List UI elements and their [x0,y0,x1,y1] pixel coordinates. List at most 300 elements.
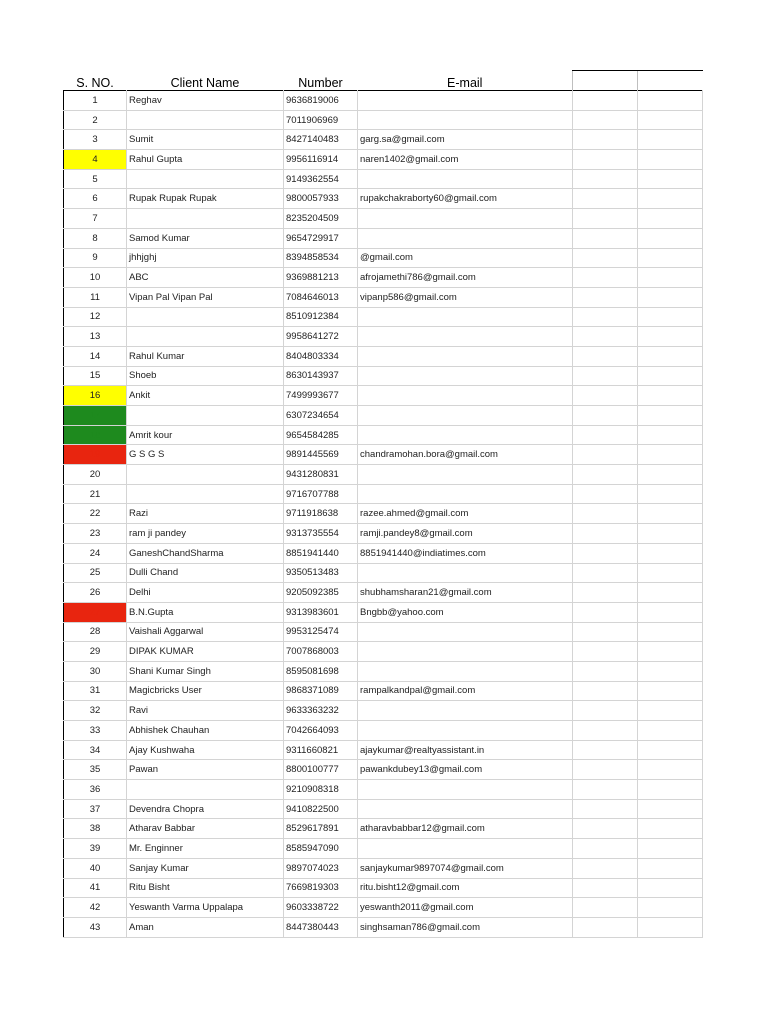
cell-sno[interactable]: 25 [64,563,127,583]
cell-extra-1[interactable] [573,307,638,327]
cell-number[interactable]: 9800057933 [284,189,358,209]
cell-extra-2[interactable] [638,307,703,327]
cell-extra-2[interactable] [638,661,703,681]
table-row [64,445,703,465]
table-row [64,681,703,701]
cell-email[interactable] [358,406,573,426]
cell-extra-2[interactable] [638,563,703,583]
cell-email[interactable] [358,465,573,485]
cell-email[interactable]: sanjaykumar9897074@gmail.com [358,858,573,878]
cell-number[interactable]: 9716707788 [284,484,358,504]
cell-extra-2[interactable] [638,524,703,544]
cell-client-name[interactable]: Vipan Pal Vipan Pal [127,287,284,307]
table-row [64,524,703,544]
cell-sno[interactable]: 1 [64,91,127,111]
table-row [64,799,703,819]
cell-number[interactable]: 9711918638 [284,504,358,524]
header-blank-2 [638,71,703,91]
table-row [64,346,703,366]
cell-email[interactable] [358,799,573,819]
table-row [64,228,703,248]
cell-extra-1[interactable] [573,602,638,622]
cell-number[interactable]: 9897074023 [284,858,358,878]
cell-extra-1[interactable] [573,524,638,544]
cell-extra-2[interactable] [638,504,703,524]
cell-extra-1[interactable] [573,898,638,918]
cell-email[interactable]: @gmail.com [358,248,573,268]
cell-sno[interactable]: 35 [64,760,127,780]
cell-client-name[interactable] [127,327,284,347]
cell-number[interactable]: 7042664093 [284,721,358,741]
cell-client-name[interactable]: G S G S [127,445,284,465]
cell-sno[interactable]: 29 [64,642,127,662]
cell-extra-2[interactable] [638,642,703,662]
cell-client-name[interactable]: Pawan [127,760,284,780]
cell-client-name[interactable]: DIPAK KUMAR [127,642,284,662]
cell-number[interactable]: 8800100777 [284,760,358,780]
table-row [64,327,703,347]
cell-email[interactable] [358,661,573,681]
cell-extra-2[interactable] [638,386,703,406]
table-row [64,386,703,406]
cell-email[interactable] [358,425,573,445]
cell-email[interactable]: shubhamsharan21@gmail.com [358,583,573,603]
cell-email[interactable]: chandramohan.bora@gmail.com [358,445,573,465]
cell-extra-2[interactable] [638,858,703,878]
cell-number[interactable]: 9210908318 [284,780,358,800]
cell-extra-1[interactable] [573,701,638,721]
cell-client-name[interactable]: ram ji pandey [127,524,284,544]
cell-extra-1[interactable] [573,740,638,760]
cell-client-name[interactable]: Samod Kumar [127,228,284,248]
cell-sno[interactable]: 8 [64,228,127,248]
cell-extra-1[interactable] [573,268,638,288]
table-row [64,858,703,878]
cell-number[interactable]: 9953125474 [284,622,358,642]
cell-email[interactable]: rampalkandpal@gmail.com [358,681,573,701]
cell-extra-2[interactable] [638,799,703,819]
cell-extra-2[interactable] [638,721,703,741]
cell-sno[interactable]: 18 [64,425,127,445]
cell-number[interactable]: 8394858534 [284,248,358,268]
cell-extra-2[interactable] [638,839,703,859]
cell-sno[interactable]: 40 [64,858,127,878]
cell-number[interactable]: 9868371089 [284,681,358,701]
cell-sno[interactable]: 39 [64,839,127,859]
cell-sno[interactable]: 32 [64,701,127,721]
cell-extra-1[interactable] [573,819,638,839]
cell-email[interactable] [358,346,573,366]
cell-extra-1[interactable] [573,346,638,366]
cell-number[interactable]: 8235204509 [284,209,358,229]
cell-extra-2[interactable] [638,878,703,898]
cell-client-name[interactable]: Sumit [127,130,284,150]
header-row [64,71,703,91]
cell-number[interactable]: 9603338722 [284,898,358,918]
cell-extra-2[interactable] [638,327,703,347]
cell-email[interactable] [358,307,573,327]
table-row [64,721,703,741]
table-row [64,406,703,426]
cell-sno[interactable]: 9 [64,248,127,268]
table-row [64,917,703,937]
cell-email[interactable]: garg.sa@gmail.com [358,130,573,150]
client-sheet [63,70,702,938]
table-body [64,91,703,938]
cell-email[interactable]: vipanp586@gmail.com [358,287,573,307]
cell-extra-2[interactable] [638,150,703,170]
table-row [64,209,703,229]
cell-email[interactable]: yeswanth2011@gmail.com [358,898,573,918]
cell-sno[interactable]: 6 [64,189,127,209]
cell-number[interactable]: 9313735554 [284,524,358,544]
cell-client-name[interactable]: Rupak Rupak Rupak [127,189,284,209]
cell-email[interactable]: rupakchakraborty60@gmail.com [358,189,573,209]
cell-number[interactable]: 9205092385 [284,583,358,603]
cell-extra-1[interactable] [573,425,638,445]
table-row [64,484,703,504]
table-row [64,543,703,563]
cell-extra-2[interactable] [638,465,703,485]
cell-client-name[interactable]: Amrit kour [127,425,284,445]
cell-extra-1[interactable] [573,110,638,130]
cell-extra-1[interactable] [573,917,638,937]
cell-sno[interactable]: 2 [64,110,127,130]
cell-extra-1[interactable] [573,543,638,563]
cell-extra-2[interactable] [638,681,703,701]
cell-sno[interactable]: 7 [64,209,127,229]
cell-extra-2[interactable] [638,917,703,937]
cell-sno[interactable]: 5 [64,169,127,189]
cell-client-name[interactable]: Ritu Bisht [127,878,284,898]
cell-number[interactable]: 9369881213 [284,268,358,288]
cell-extra-1[interactable] [573,622,638,642]
cell-number[interactable]: 8447380443 [284,917,358,937]
cell-client-name[interactable]: Mr. Enginner [127,839,284,859]
cell-sno[interactable]: 30 [64,661,127,681]
cell-extra-1[interactable] [573,228,638,248]
cell-email[interactable]: ramji.pandey8@gmail.com [358,524,573,544]
cell-sno[interactable]: 17 [64,406,127,426]
cell-client-name[interactable]: Rahul Gupta [127,150,284,170]
cell-client-name[interactable]: Dulli Chand [127,563,284,583]
table-row [64,189,703,209]
cell-extra-2[interactable] [638,701,703,721]
cell-sno[interactable]: 23 [64,524,127,544]
cell-sno[interactable]: 33 [64,721,127,741]
cell-email[interactable] [358,642,573,662]
cell-email[interactable]: atharavbabbar12@gmail.com [358,819,573,839]
cell-sno[interactable]: 28 [64,622,127,642]
cell-email[interactable] [358,484,573,504]
cell-extra-1[interactable] [573,327,638,347]
cell-client-name[interactable] [127,484,284,504]
table-row [64,760,703,780]
cell-extra-2[interactable] [638,740,703,760]
cell-number[interactable]: 7499993677 [284,386,358,406]
cell-client-name[interactable]: GaneshChandSharma [127,543,284,563]
cell-number[interactable]: 9654584285 [284,425,358,445]
table-row [64,504,703,524]
cell-client-name[interactable]: B.N.Gupta [127,602,284,622]
cell-extra-1[interactable] [573,839,638,859]
cell-extra-2[interactable] [638,366,703,386]
cell-email[interactable]: Bngbb@yahoo.com [358,602,573,622]
cell-sno[interactable]: 11 [64,287,127,307]
cell-number[interactable]: 6307234654 [284,406,358,426]
cell-extra-1[interactable] [573,504,638,524]
cell-extra-1[interactable] [573,858,638,878]
cell-extra-1[interactable] [573,583,638,603]
cell-email[interactable] [358,622,573,642]
cell-number[interactable]: 9410822500 [284,799,358,819]
cell-sno[interactable]: 37 [64,799,127,819]
cell-extra-2[interactable] [638,425,703,445]
cell-extra-1[interactable] [573,878,638,898]
cell-extra-1[interactable] [573,287,638,307]
cell-client-name[interactable]: Abhishek Chauhan [127,721,284,741]
cell-client-name[interactable]: Rahul Kumar [127,346,284,366]
cell-email[interactable] [358,110,573,130]
cell-client-name[interactable]: Aman [127,917,284,937]
cell-extra-2[interactable] [638,91,703,111]
header-sno: S. NO. [76,76,114,90]
cell-client-name[interactable] [127,169,284,189]
cell-extra-1[interactable] [573,799,638,819]
cell-email[interactable] [358,839,573,859]
cell-email[interactable] [358,366,573,386]
cell-client-name[interactable]: Sanjay Kumar [127,858,284,878]
cell-client-name[interactable] [127,209,284,229]
cell-extra-2[interactable] [638,602,703,622]
cell-email[interactable]: singhsaman786@gmail.com [358,917,573,937]
cell-extra-1[interactable] [573,642,638,662]
cell-client-name[interactable] [127,307,284,327]
cell-sno[interactable]: 41 [64,878,127,898]
cell-sno[interactable]: 4 [64,150,127,170]
cell-extra-2[interactable] [638,445,703,465]
cell-number[interactable]: 9633363232 [284,701,358,721]
cell-sno[interactable]: 24 [64,543,127,563]
cell-extra-1[interactable] [573,484,638,504]
cell-number[interactable]: 9431280831 [284,465,358,485]
table-row [64,268,703,288]
cell-client-name[interactable]: Vaishali Aggarwal [127,622,284,642]
cell-number[interactable]: 8630143937 [284,366,358,386]
cell-sno[interactable]: 3 [64,130,127,150]
cell-sno[interactable]: 13 [64,327,127,347]
table-row [64,169,703,189]
cell-extra-1[interactable] [573,465,638,485]
cell-email[interactable]: 8851941440@indiatimes.com [358,543,573,563]
cell-client-name[interactable]: Atharav Babbar [127,819,284,839]
cell-sno[interactable]: 21 [64,484,127,504]
cell-email[interactable]: razee.ahmed@gmail.com [358,504,573,524]
cell-sno[interactable]: 36 [64,780,127,800]
cell-email[interactable]: naren1402@gmail.com [358,150,573,170]
cell-extra-2[interactable] [638,169,703,189]
cell-client-name[interactable] [127,110,284,130]
cell-number[interactable]: 9313983601 [284,602,358,622]
cell-number[interactable]: 9636819006 [284,91,358,111]
table-row [64,110,703,130]
cell-email[interactable] [358,91,573,111]
table-row [64,287,703,307]
cell-extra-1[interactable] [573,150,638,170]
cell-sno[interactable]: 27 [64,602,127,622]
table-row [64,465,703,485]
cell-extra-2[interactable] [638,110,703,130]
cell-client-name[interactable]: Shoeb [127,366,284,386]
cell-number[interactable]: 9311660821 [284,740,358,760]
cell-sno[interactable]: 12 [64,307,127,327]
cell-sno[interactable]: 20 [64,465,127,485]
cell-client-name[interactable] [127,406,284,426]
cell-sno[interactable]: 19 [64,445,127,465]
cell-email[interactable]: afrojamethi786@gmail.com [358,268,573,288]
cell-sno[interactable]: 10 [64,268,127,288]
table-row [64,91,703,111]
cell-number[interactable]: 8510912384 [284,307,358,327]
cell-number[interactable]: 7669819303 [284,878,358,898]
cell-number[interactable]: 8595081698 [284,661,358,681]
cell-client-name[interactable] [127,780,284,800]
table-row [64,602,703,622]
cell-extra-1[interactable] [573,209,638,229]
cell-sno[interactable]: 42 [64,898,127,918]
cell-sno[interactable]: 14 [64,346,127,366]
cell-sno[interactable]: 43 [64,917,127,937]
cell-client-name[interactable]: Ajay Kushwaha [127,740,284,760]
cell-client-name[interactable]: Ravi [127,701,284,721]
cell-extra-1[interactable] [573,248,638,268]
cell-email[interactable] [358,780,573,800]
cell-email[interactable]: pawankdubey13@gmail.com [358,760,573,780]
cell-extra-2[interactable] [638,189,703,209]
cell-extra-1[interactable] [573,760,638,780]
cell-extra-2[interactable] [638,622,703,642]
cell-number[interactable]: 7084646013 [284,287,358,307]
cell-extra-2[interactable] [638,484,703,504]
cell-sno[interactable]: 31 [64,681,127,701]
table-row [64,819,703,839]
cell-extra-2[interactable] [638,287,703,307]
cell-email[interactable] [358,721,573,741]
cell-client-name[interactable]: Razi [127,504,284,524]
cell-email[interactable] [358,701,573,721]
cell-extra-1[interactable] [573,366,638,386]
table-row [64,150,703,170]
cell-extra-1[interactable] [573,386,638,406]
table-row [64,130,703,150]
cell-number[interactable]: 9956116914 [284,150,358,170]
cell-client-name[interactable]: ABC [127,268,284,288]
cell-extra-1[interactable] [573,91,638,111]
cell-extra-2[interactable] [638,268,703,288]
table-row [64,583,703,603]
cell-extra-2[interactable] [638,346,703,366]
table-row [64,701,703,721]
cell-client-name[interactable] [127,465,284,485]
cell-extra-2[interactable] [638,130,703,150]
cell-extra-2[interactable] [638,819,703,839]
cell-extra-2[interactable] [638,543,703,563]
cell-extra-2[interactable] [638,760,703,780]
cell-number[interactable]: 8427140483 [284,130,358,150]
table-row [64,425,703,445]
cell-number[interactable]: 9350513483 [284,563,358,583]
cell-email[interactable] [358,209,573,229]
cell-extra-1[interactable] [573,189,638,209]
cell-number[interactable]: 9654729917 [284,228,358,248]
cell-extra-2[interactable] [638,780,703,800]
cell-number[interactable]: 9149362554 [284,169,358,189]
cell-extra-1[interactable] [573,406,638,426]
table-row [64,248,703,268]
cell-extra-1[interactable] [573,661,638,681]
table-row [64,642,703,662]
cell-client-name[interactable]: Shani Kumar Singh [127,661,284,681]
cell-extra-2[interactable] [638,209,703,229]
cell-extra-2[interactable] [638,406,703,426]
cell-extra-1[interactable] [573,681,638,701]
cell-client-name[interactable]: Yeswanth Varma Uppalapa [127,898,284,918]
cell-extra-1[interactable] [573,721,638,741]
cell-sno[interactable]: 38 [64,819,127,839]
cell-client-name[interactable]: jhhjghj [127,248,284,268]
cell-extra-2[interactable] [638,228,703,248]
cell-email[interactable]: ajaykumar@realtyassistant.in [358,740,573,760]
cell-sno[interactable]: 34 [64,740,127,760]
cell-email[interactable] [358,228,573,248]
table-row [64,878,703,898]
cell-extra-2[interactable] [638,248,703,268]
table-row [64,622,703,642]
cell-number[interactable]: 8404803334 [284,346,358,366]
cell-email[interactable] [358,169,573,189]
cell-number[interactable]: 8585947090 [284,839,358,859]
cell-email[interactable] [358,563,573,583]
cell-extra-1[interactable] [573,780,638,800]
cell-sno[interactable]: 15 [64,366,127,386]
cell-extra-1[interactable] [573,130,638,150]
table-row [64,740,703,760]
cell-number[interactable]: 9891445569 [284,445,358,465]
cell-sno[interactable]: 26 [64,583,127,603]
cell-number[interactable]: 8851941440 [284,543,358,563]
cell-client-name[interactable]: Ankit [127,386,284,406]
cell-client-name[interactable]: Reghav [127,91,284,111]
cell-client-name[interactable]: Devendra Chopra [127,799,284,819]
cell-sno[interactable]: 22 [64,504,127,524]
cell-number[interactable]: 7011906969 [284,110,358,130]
cell-extra-1[interactable] [573,169,638,189]
cell-email[interactable] [358,386,573,406]
cell-number[interactable]: 8529617891 [284,819,358,839]
cell-email[interactable] [358,327,573,347]
cell-number[interactable]: 7007868003 [284,642,358,662]
cell-extra-2[interactable] [638,898,703,918]
cell-extra-2[interactable] [638,583,703,603]
cell-client-name[interactable]: Delhi [127,583,284,603]
cell-number[interactable]: 9958641272 [284,327,358,347]
cell-extra-1[interactable] [573,563,638,583]
cell-sno[interactable]: 16 [64,386,127,406]
header-number: Number [298,76,343,90]
cell-client-name[interactable]: Magicbricks User [127,681,284,701]
cell-extra-1[interactable] [573,445,638,465]
cell-email[interactable]: ritu.bisht12@gmail.com [358,878,573,898]
